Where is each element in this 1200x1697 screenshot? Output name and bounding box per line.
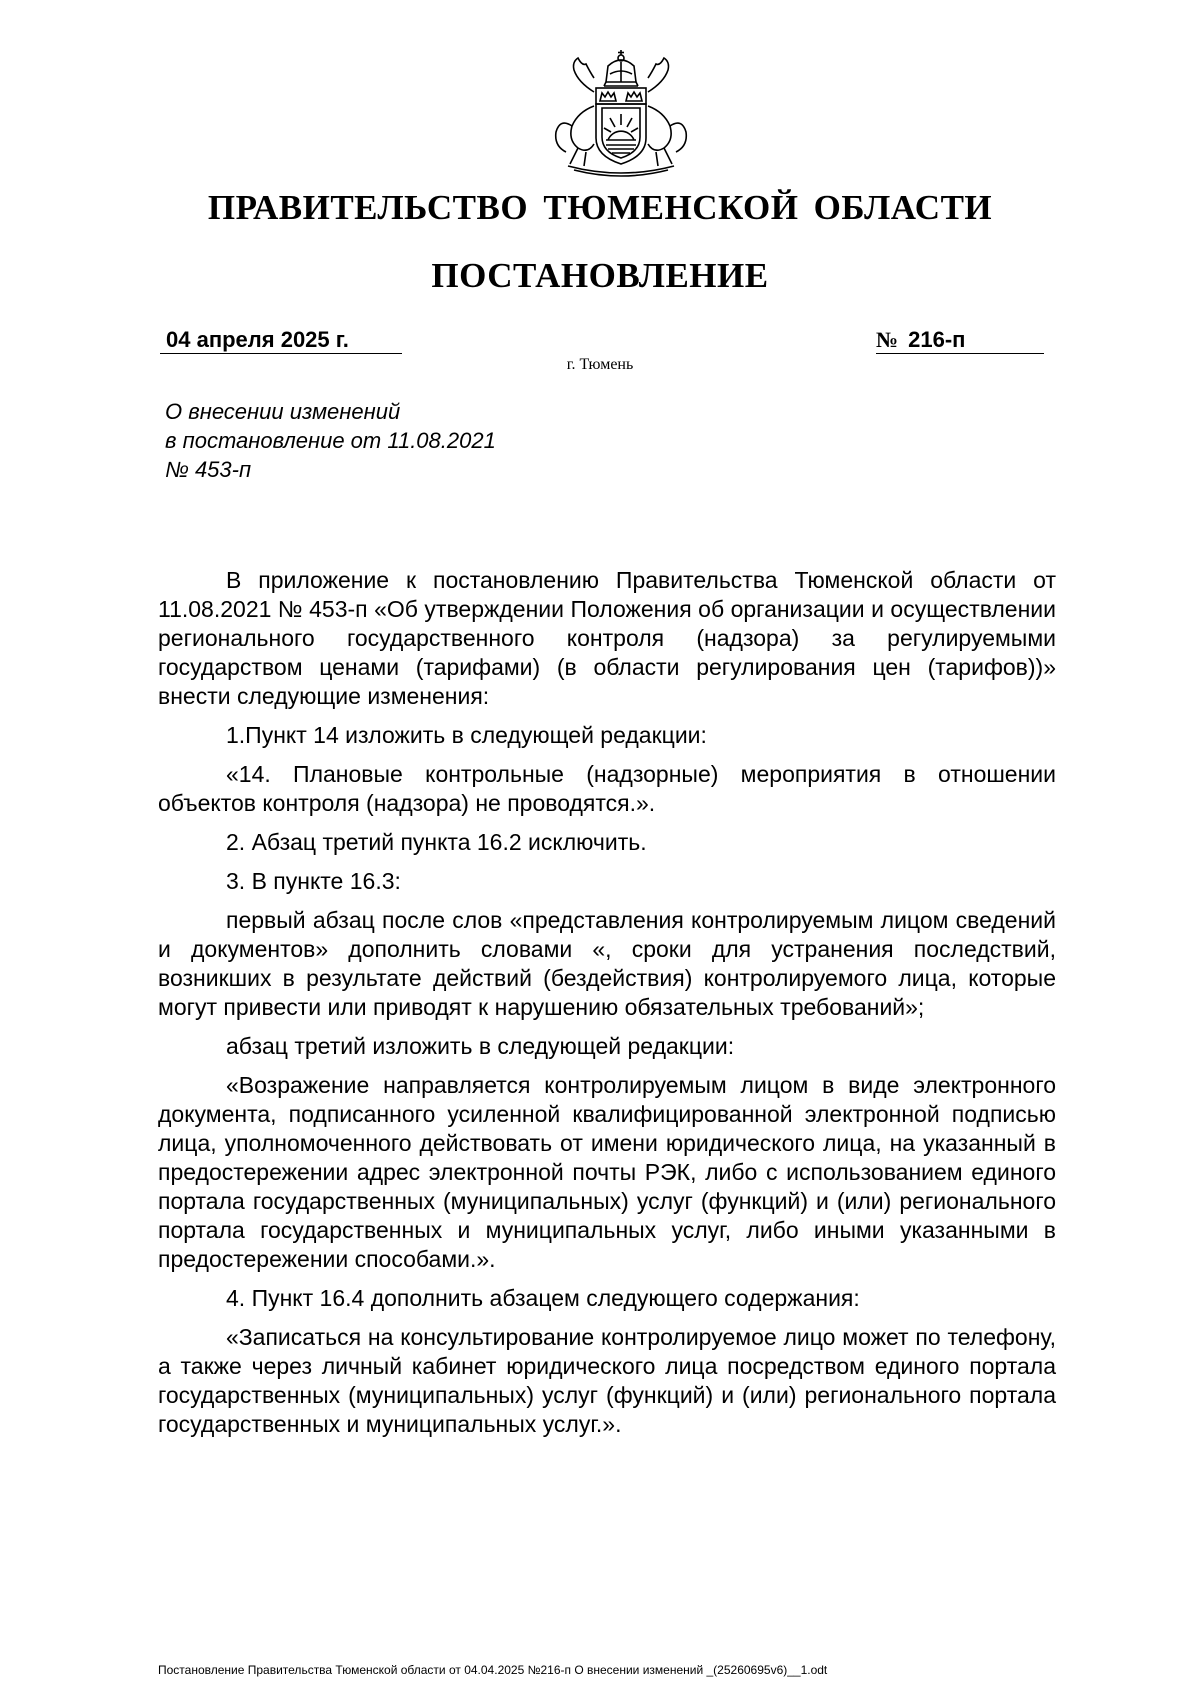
subject-line: № 453-п — [165, 457, 252, 482]
body-paragraph: абзац третий изложить в следующей редакции: — [226, 1033, 735, 1059]
page-footer: Постановление Правительства Тюменской области от 04.04.2025 №216-п О внесении изменений _(25260695v6)__1.odt — [158, 1663, 828, 1677]
subject-line: О внесении изменений — [165, 399, 401, 424]
body-paragraph: 2. Абзац третий пункта 16.2 исключить. — [226, 829, 647, 855]
document-subject — [165, 397, 665, 484]
number-sign: № — [876, 327, 899, 352]
body-paragraph: «14. Плановые контрольные (надзорные) мероприятия в отношении объектов контроля (надзора) не проводятся.». — [158, 761, 1056, 816]
document-type-heading: ПОСТАНОВЛЕНИЕ — [431, 256, 769, 295]
document-body — [158, 566, 1056, 1449]
document-date: 04 апреля 2025 г. — [160, 327, 402, 354]
organization-title: ПРАВИТЕЛЬСТВО ТЮМЕНСКОЙ ОБЛАСТИ — [207, 188, 993, 227]
city-name: г. Тюмень — [566, 356, 634, 373]
body-paragraph: 1.Пункт 14 изложить в следующей редакции: — [226, 722, 707, 748]
body-paragraph: 3. В пункте 16.3: — [226, 868, 401, 894]
subject-line: в постановление от 11.08.2021 — [165, 428, 496, 453]
body-paragraph: «Возражение направляется контролируемым лицом в виде электронного документа, подписанного усиленной квалифицированной электронной подписью лица, уполномоченного действовать от имени юридического лица, на указанный в предостережении адрес электронной почты РЭК, либо с использованием единого портала государственных (муниципальных) услуг (функций) и (или) регионального портала государственных и муниципальных услуг, либо иными указанными в предостережении способами.». — [158, 1072, 1056, 1272]
body-paragraph: 4. Пункт 16.4 дополнить абзацем следующего содержания: — [226, 1285, 860, 1311]
document-number — [876, 327, 1044, 354]
number-value: 216-п — [908, 327, 966, 352]
body-paragraph: «Записаться на консультирование контролируемое лицо может по телефону, а также через личный кабинет юридического лица посредством единого портала государственных (муниципальных) услуг (функций) и (или) регионального портала государственных и муниципальных услуг.». — [158, 1324, 1056, 1437]
body-paragraph: первый абзац после слов «представления контролируемым лицом сведений и документов» дополнить словами «, сроки для устранения последствий, возникших в результате действий (бездействия) контролируемого лица, которые могут привести или приводят к нарушению обязательных требований»; — [158, 907, 1056, 1020]
coat-of-arms-icon — [548, 48, 694, 178]
body-paragraph: В приложение к постановлению Правительства Тюменской области от 11.08.2021 № 453-п «Об утверждении Положения об организации и осуществлении регионального государственного контроля (надзора) за регулируемыми государством ценами (тарифами) (в области регулирования цен (тарифов))» внести следующие изменения: — [158, 567, 1056, 709]
